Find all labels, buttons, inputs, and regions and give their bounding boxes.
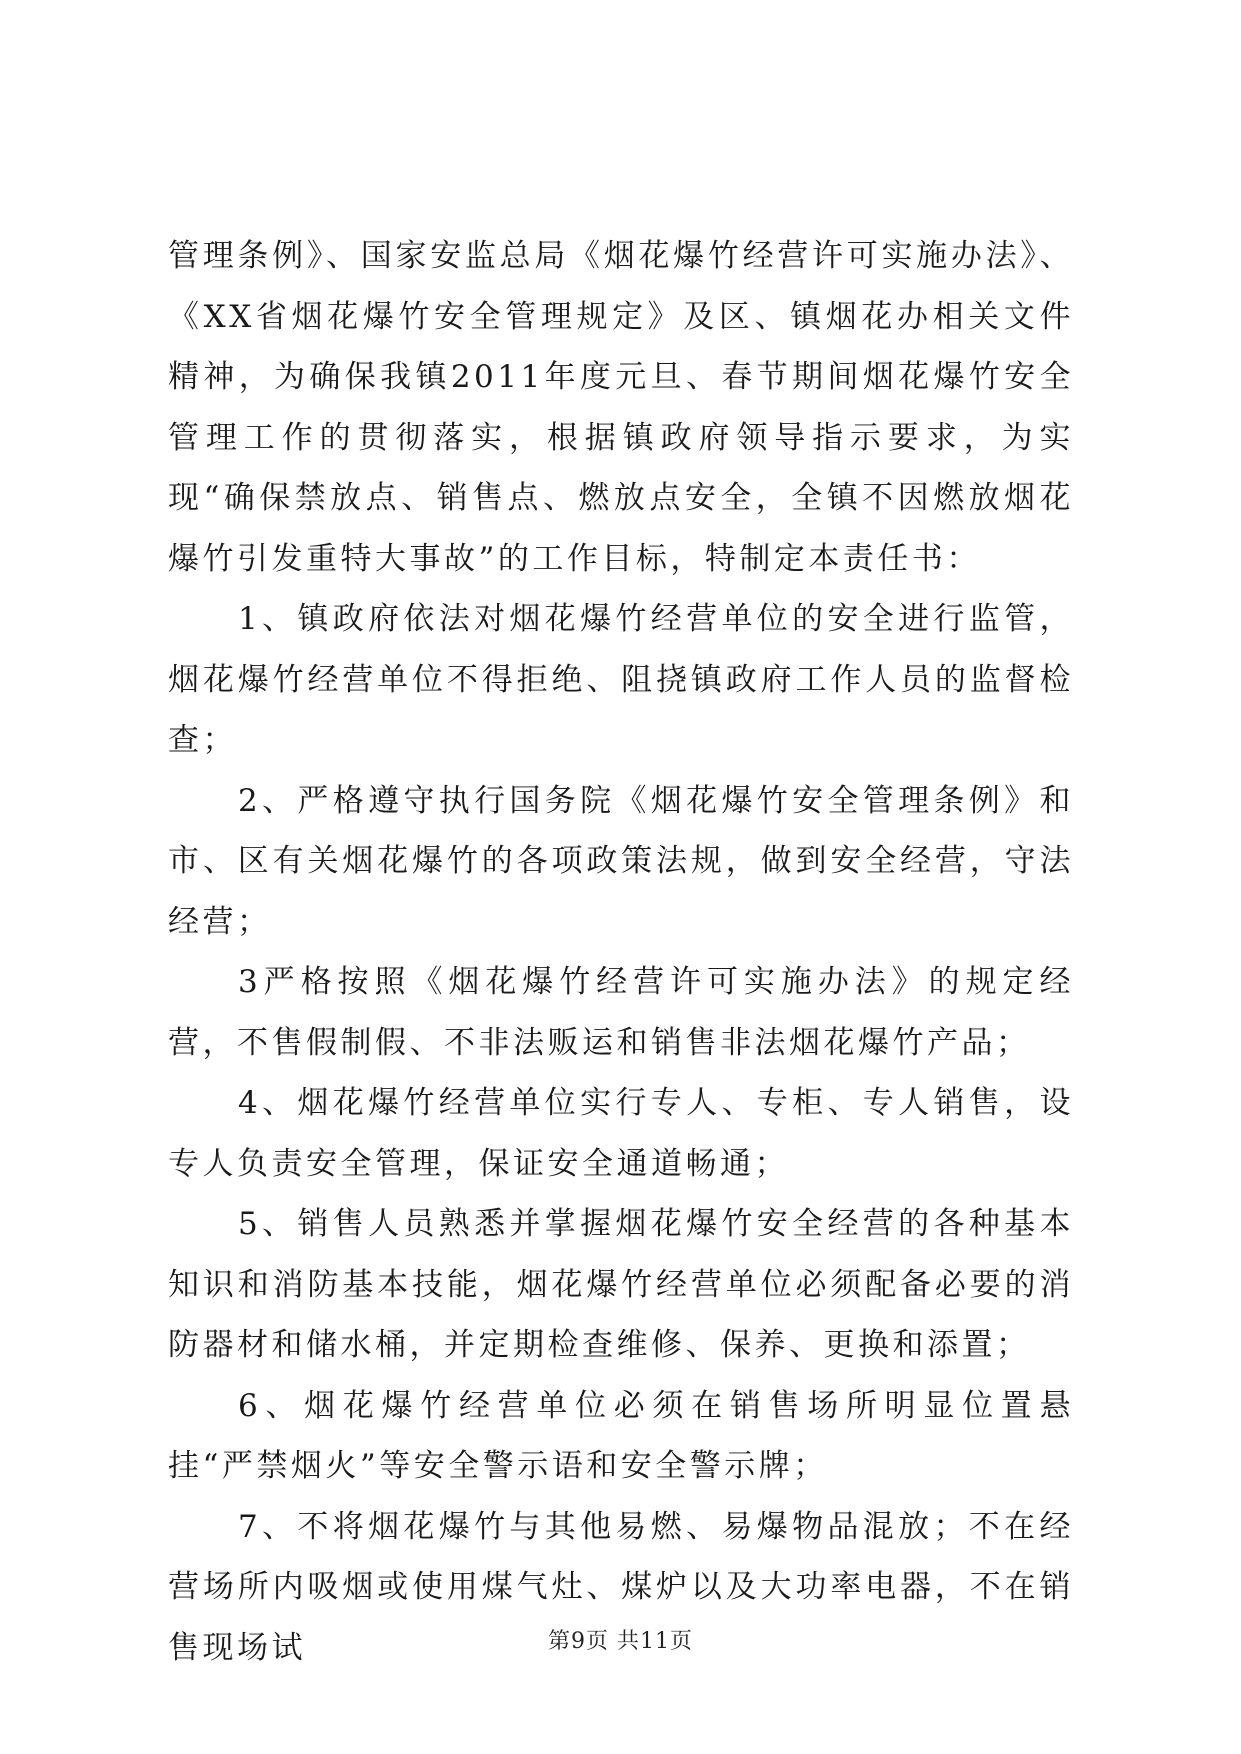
- paragraph-item-6: 6、烟花爆竹经营单位必须在销售场所明显位置悬挂“严禁烟火”等安全警示语和安全警示牌；: [168, 1387, 1074, 1484]
- document-body: [168, 226, 1074, 1678]
- paragraph-item-2: 2、严格遵守执行国务院《烟花爆竹安全管理条例》和市、区有关烟花爆竹的各项政策法规，做到安全经营，守法经营；: [168, 782, 1074, 940]
- paragraph-item-7: 7、不将烟花爆竹与其他易燃、易爆物品混放；不在经营场所内吸烟或使用煤气灶、煤炉以及大功率电器，不在销售现场试: [168, 1508, 1074, 1666]
- page-number-footer: 第9页 共11页: [548, 1629, 693, 1654]
- paragraph-item-1: 1、镇政府依法对烟花爆竹经营单位的安全进行监管，烟花爆竹经营单位不得拒绝、阻挠镇政府工作人员的监督检查；: [168, 601, 1074, 758]
- paragraph-item-3: 3严格按照《烟花爆竹经营许可实施办法》的规定经营，不售假制假、不非法贩运和销售非法烟花爆竹产品；: [168, 964, 1074, 1061]
- paragraph-item-4: 4、烟花爆竹经营单位实行专人、专柜、专人销售，设专人负责安全管理，保证安全通道畅通；: [168, 1085, 1074, 1182]
- paragraph-item-5: 5、销售人员熟悉并掌握烟花爆竹安全经营的各种基本知识和消防基本技能，烟花爆竹经营单位必须配备必要的消防器材和储水桶，并定期检查维修、保养、更换和添置；: [168, 1206, 1074, 1363]
- paragraph-intro-continuation: 管理条例》、国家安监总局《烟花爆竹经营许可实施办法》、《XX省烟花爆竹安全管理规定》及区、镇烟花办相关文件精神，为确保我镇2011年度元旦、春节期间烟花爆竹安全管理工作的贯彻落实，根据镇政府领导指示要求，为实现“确保禁放点、销售点、燃放点安全，全镇不因燃放烟花爆竹引发重特大事故”的工作目标，特制定本责任书：: [168, 238, 1074, 577]
